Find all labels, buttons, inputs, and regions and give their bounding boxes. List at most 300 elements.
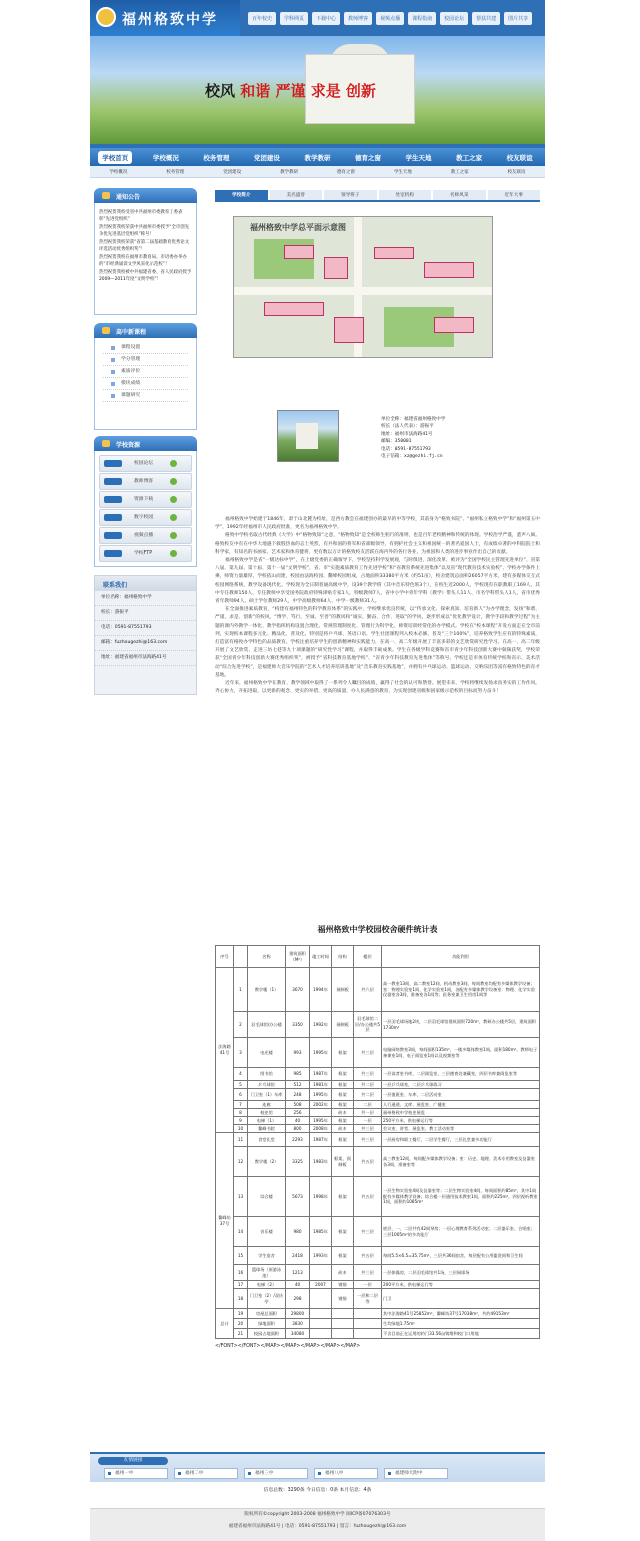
nav-item[interactable]: 学校概况 — [152, 153, 179, 162]
table-cell: 2008年 — [310, 1125, 332, 1133]
table-cell: 508 — [286, 1101, 310, 1109]
table-cell: 钢筋 — [332, 1289, 354, 1309]
table-cell: 29800 — [286, 1309, 310, 1319]
table-cell: 共三层 — [354, 1217, 382, 1247]
table-row — [216, 1125, 540, 1133]
table-cell: 综合楼 — [248, 1177, 286, 1217]
table-cell: 福州格致中学校史展览 — [382, 1109, 540, 1117]
col-header: 建筑面积（M²） — [286, 946, 310, 968]
resource-label: 数字校园 — [134, 515, 154, 520]
table-cell: 一层和二层等 — [354, 1289, 382, 1309]
table-cell: 教学楼（2） — [248, 1147, 286, 1177]
table-cell: 3350 — [286, 1012, 310, 1038]
table-cell: 3670 — [286, 968, 310, 1012]
top-nav-item[interactable]: 学科网页 — [280, 12, 308, 25]
resource-label: 教师博客 — [134, 479, 154, 484]
table-row — [216, 1068, 540, 1081]
arrow-icon — [170, 496, 177, 503]
school-intro — [215, 516, 540, 696]
table-cell — [310, 1265, 332, 1281]
arrow-icon — [170, 460, 177, 467]
resource-tag-icon — [104, 460, 122, 467]
course-item[interactable]: 课程设置 — [103, 342, 188, 354]
info-zip: 邮编：350001 — [381, 439, 412, 445]
tab-honors[interactable]: 美名盛誉 — [270, 190, 323, 200]
table-cell: 993 — [286, 1038, 310, 1068]
top-nav-item[interactable]: 图片共享 — [504, 12, 532, 25]
notice-item[interactable]: 热烈祝贺我校在福州市教育局、市语委办举办的“市经典诵读文学风采化示范校”！ — [99, 255, 187, 267]
resource-forum[interactable] — [99, 455, 192, 472]
contact-box — [94, 575, 197, 695]
table-cell: 食堂礼堂 — [248, 1133, 286, 1147]
table-cell: 1993年 — [310, 1247, 332, 1265]
sub-nav-item[interactable]: 德育之窗 — [336, 169, 355, 175]
resource-digital-campus[interactable] — [99, 509, 192, 526]
course-list — [94, 338, 197, 430]
table-cell: 砖木 — [332, 1265, 354, 1281]
table-row — [216, 1289, 540, 1309]
intro-paragraph: 福州格致中学始建于1846年，隶于山北麓为校址，是西方教会在福建创办的最早的中等学校，其前身为“格致书院”、“福州私立格致中学”和“福州第五中学”，1992年经福州市人民政府批准，更名为福州格致中学。 — [215, 517, 540, 531]
table-cell: 一层读者室书库，二层阅览室，三层德育处兼藏室，四层书库兼阅览室等 — [382, 1068, 540, 1081]
table-cell: 2 — [234, 1012, 248, 1038]
intro-paragraph: 在全面推进素质教育，“构建有福州特色的科学教育体系”的实践中，学校继承优良传统，以“传承文化、探索真知、培育新人”为办学理念，发扬“和谐、严谨、求是、创新”的校风，“博学、笃行、至诚、至善”的教风和“诚实、勤奋、合作、进取”的学风，逐步形成以“优化教学设计，教学手段和教学过程”为主题的课内外教学一体化、教学指挥机构设置合理化、常规管理制度化、管理行为科学化、师资培训经常化的办学模式。学校在“校本课程”开发方面走在全市前列，实现校本课程多元化、精品化、普及化，特别是将乒乓球、英语口语、学生社团课程列入校本必修，普及“三个100%”，培养格致学生应有的特殊素质，打造富有格致办学特色的品质教育。学校注重培养学生的创新精神和实践能力，在高一、高二年级开展了丰富多彩的文艺欣赏研究性学习。在高一、高二年级开展了文艺欣赏、走进三坊七巷等九十项课题的“研究性学习”课程，并取得丰硕成果。学生在各级学科竞赛和省市青少年科技创新大赛中频频获奖，学校荣获“全国青少年科技创新大赛优秀组织奖”，被授予“省科技教育基地学校”、“省青少年科技教育先进集体”等称号。学校还是市体育传统学校和省示、美术活动“综合先进学校”，是福建师大音乐学院的“艺术人才培养培训基地”及“音乐教育实践基地”，并拥有乒乓球运动、篮球运动、交响乐团等富有格致特色的育才基地。 — [215, 607, 540, 678]
sidebar — [94, 188, 197, 695]
school-info — [381, 416, 531, 460]
nav-item[interactable]: 党团建设 — [253, 153, 280, 162]
tab-leadership[interactable]: 领导班子 — [324, 190, 377, 200]
sub-nav-item[interactable]: 校友联谊 — [507, 169, 526, 175]
notice-list — [94, 203, 197, 315]
table-cell — [332, 1329, 354, 1339]
table-cell: 14 — [234, 1217, 248, 1247]
course-header — [94, 323, 197, 338]
table-cell: 1995年 — [310, 1117, 332, 1125]
table-row — [216, 1101, 540, 1109]
table-cell: 框架 — [332, 1089, 354, 1101]
campus-cell: 鳌峰坊37号 — [216, 1133, 234, 1309]
top-nav — [248, 12, 532, 25]
table-cell: 11 — [234, 1133, 248, 1147]
sub-nav-item[interactable]: 学生天地 — [393, 169, 412, 175]
map-building — [434, 317, 474, 333]
table-cell: 1 — [234, 968, 248, 1012]
folder-icon — [102, 440, 110, 447]
footer-contact: 福建省福州市法海路41号 | 电话：0591-87551793 | 留言：fuzhougezhi@163.com — [228, 1524, 407, 1529]
nav-item[interactable]: 学生天地 — [405, 153, 432, 162]
table-cell: 985 — [286, 1068, 310, 1081]
table-cell: 15 — [234, 1247, 248, 1265]
table-cell: 4 — [234, 1068, 248, 1081]
sub-nav-item[interactable]: 校务管理 — [166, 169, 185, 175]
table-cell: 10 — [234, 1125, 248, 1133]
arrow-icon — [170, 478, 177, 485]
tab-teachers[interactable]: 名师风采 — [433, 190, 486, 200]
table-cell: 电梯（1） — [248, 1117, 286, 1125]
table-cell: 256 — [286, 1109, 310, 1117]
table-cell: 框架 — [332, 1038, 354, 1068]
table-row — [216, 1081, 540, 1089]
table-cell: 1992年 — [310, 1012, 332, 1038]
table-cell: 框架 — [332, 1133, 354, 1147]
tab-events[interactable]: 近年大事 — [488, 190, 541, 200]
table-cell: 共三层 — [354, 1068, 382, 1081]
map-building — [374, 247, 414, 259]
table-cell: 框架 — [332, 1217, 354, 1247]
nav-item[interactable]: 教工之家 — [456, 153, 483, 162]
sub-nav-item[interactable]: 教学教研 — [280, 169, 299, 175]
nav-home[interactable]: 学校首页 — [98, 151, 132, 164]
table-cell: 预制板 — [332, 1012, 354, 1038]
table-row — [216, 968, 540, 1012]
table-cell: 羽毛球馆/办公楼 — [248, 1012, 286, 1038]
table-cell: 3830 — [286, 1319, 310, 1329]
table-cell: 共二层 — [354, 1081, 382, 1089]
campus-map — [233, 216, 493, 358]
table-cell: 一层 — [354, 1281, 382, 1289]
intro-paragraph: 近年来，福州格致中学在教育、教学领域中取得了一系列令人瞩目的成绩，赢得了社会的认可和赞誉。展望未来，学校将继续发扬求真务实的工作作风，齐心协力，开拓进取，以更新的观念、更实的举措、更高的质量，办人民满意的教育，为实现创建省级和国家级示范校的目标而努力奋斗！ — [215, 681, 540, 695]
col-header: 序号 — [216, 946, 234, 968]
table-cell: 共五层 — [354, 1177, 382, 1217]
table-cell — [354, 1329, 382, 1339]
table-cell: 高一教室13间、高二教室12间、机动教室3间，每间教室均配有多媒体教学设备；室：物理实验室1间、化学实验室1间，各配有多媒体教学设备室：物理、化学实验仪器室各3间，准备室各1间等；医务室兼卫生用房1间等 — [382, 968, 540, 1012]
table-cell: 绿地面积 — [248, 1319, 286, 1329]
table-row — [216, 1329, 540, 1339]
map-building — [424, 262, 474, 278]
intro-paragraph: 格致中学校名取古代经典《大学》中“格物致知”之意，“格物致知”是全校师生躬行的准则，也是百年老校精神和传统的体现。学校治学严谨，蜚声八闽。格致校友中有在中华大地遇下救殷热血的志士英烈，有共和国的将军和省部级领导，有拥护社会主义和祖国统一的著名爱国人士，有成绩卓著的中科院院士和科学家，有知名的书画家、艺术家和体育健将，更有数以万计的格致校友活跃在海内外的各行各业，为祖国和人类的进步事业作出自己的贡献。 — [215, 533, 540, 555]
sub-nav-item[interactable]: 学校概况 — [109, 169, 128, 175]
friend-link[interactable]: 福州一中 — [104, 1468, 168, 1479]
friend-links-title: 友情链接 — [98, 1457, 168, 1465]
school-photo — [277, 410, 339, 462]
table-cell: 一层 — [354, 1117, 382, 1125]
table-cell: 2418 — [286, 1247, 310, 1265]
table-cell: 共一层 — [354, 1109, 382, 1117]
table-cell: 生均绿地1.75m² — [382, 1319, 540, 1329]
contact-principal: 校长：游振平 — [95, 606, 196, 621]
contact-title: 联系我们 — [95, 576, 196, 591]
table-cell: 框架、预制板 — [332, 1147, 354, 1177]
table-body — [216, 968, 540, 1339]
table-cell: 其中法海路41号25852m²，鳌峰坊37号17038m²，共约49153m² — [382, 1309, 540, 1319]
top-nav-item[interactable]: 校园论坛 — [440, 12, 468, 25]
content-tabs — [215, 190, 540, 202]
info-phone: 电话：0591-87551793 — [381, 446, 431, 452]
resource-tag-icon — [104, 550, 122, 557]
table-cell — [332, 1319, 354, 1329]
table-header-row — [216, 946, 540, 968]
course-title: 高中新课程 — [116, 329, 147, 336]
arrow-icon — [170, 550, 177, 557]
table-cell: 一层厨房和职工餐厅，二层学生餐厅，三层礼堂兼多功能厅 — [382, 1133, 540, 1147]
resource-label: 视频点播 — [134, 533, 154, 538]
col-header: 结构 — [332, 946, 354, 968]
table-cell — [354, 1319, 382, 1329]
table-cell: 7 — [234, 1101, 248, 1109]
resource-tag-icon — [104, 532, 122, 539]
resource-tag-icon — [104, 514, 122, 521]
top-nav-item[interactable]: 下载中心 — [312, 12, 340, 25]
table-cell: 1983年 — [310, 1147, 332, 1177]
facility-table-title: 福州格致中学校园校舍硬件统计表 — [317, 925, 438, 934]
col-header: 竣工时间 — [310, 946, 332, 968]
table-cell: 二层 — [354, 1101, 382, 1109]
table-cell: 乒乓球馆 — [248, 1081, 286, 1089]
table-cell: 共五层 — [354, 1247, 382, 1265]
table-row — [216, 1038, 540, 1068]
school-logo[interactable] — [90, 0, 240, 36]
info-address: 地址：福州市法海路41号 — [381, 431, 433, 437]
info-email[interactable]: 电子信箱：xz@gezhi.fj.cn — [381, 454, 443, 460]
footer-copyright: 版权所有©copyright 2003-2008 福州格致中学 闽ICP备07076303号 — [244, 1512, 391, 1517]
table-cell: 框架 — [332, 1177, 354, 1217]
course-item[interactable]: 学分管理 — [103, 354, 188, 366]
footer — [90, 1508, 545, 1541]
table-cell — [310, 1319, 332, 1329]
table-cell: 16 — [234, 1265, 248, 1281]
arrow-icon — [170, 532, 177, 539]
campus-cell: 法海路41号 — [216, 968, 234, 1133]
table-cell: 框架 — [332, 1101, 354, 1109]
table-cell: 512 — [286, 1081, 310, 1089]
info-name: 单位全称：福建省福州格致中学 — [381, 417, 446, 422]
table-cell: 音乐楼 — [248, 1217, 286, 1247]
resource-list — [94, 451, 197, 567]
motto-prefix: 校风 — [205, 82, 236, 100]
map-road — [234, 287, 493, 295]
table-cell: 校史馆 — [248, 1109, 286, 1117]
table-row — [216, 1281, 540, 1289]
table-cell: 1987年 — [310, 1133, 332, 1147]
info-head: 校长（法人代表）：游振平 — [381, 424, 434, 430]
table-cell — [310, 1289, 332, 1309]
table-cell — [310, 1309, 332, 1319]
resource-tag-icon — [104, 478, 122, 485]
tab-intro[interactable]: 学校简介 — [215, 190, 268, 200]
notice-item[interactable]: 热烈祝贺我校被中共福建省委、省人民政府授予2009—2011年度“文明学校”！ — [99, 270, 192, 282]
table-cell: 1981年 — [310, 1081, 332, 1089]
col-header: 名称 — [248, 946, 286, 968]
table-cell: 34080 — [286, 1329, 310, 1339]
table-cell: 框架 — [332, 1117, 354, 1125]
table-cell: 砖木 — [332, 1109, 354, 1117]
table-cell — [354, 1309, 382, 1319]
sub-nav-item[interactable]: 教工之家 — [450, 169, 469, 175]
table-cell: 底层、一、二层共有42间琴房；一层心理教育系列活动室；二层器乐室、合唱室；三层1005m²的多功能厅 — [382, 1217, 540, 1247]
nav-item[interactable]: 教学教研 — [304, 153, 331, 162]
table-cell: 教学楼（1） — [248, 968, 286, 1012]
table-cell: 共三层 — [354, 1125, 382, 1133]
table-cell: 电梯（2） — [248, 1281, 286, 1289]
table-row — [216, 1309, 540, 1319]
table-cell: 不含目前正在运用的约门33.56亩铸塔和校门口用地 — [382, 1329, 540, 1339]
top-nav-item[interactable]: 百年校史 — [248, 12, 276, 25]
table-cell: 框架 — [332, 1068, 354, 1081]
notice-item[interactable]: 热烈祝贺我校受省中共福州市委教育工委表彰“先进党组织” — [99, 210, 183, 222]
table-cell: 鳌峰书院 — [248, 1125, 286, 1133]
table-cell: 1213 — [286, 1265, 310, 1281]
table-cell: 图书馆 — [248, 1068, 286, 1081]
table-cell: 12 — [234, 1147, 248, 1177]
table-cell: 200平方米，供电梯运行等 — [382, 1281, 540, 1289]
photo-building — [296, 423, 318, 449]
friend-link[interactable]: 福州二中 — [174, 1468, 238, 1479]
resource-label: 资源下载 — [134, 497, 154, 502]
table-cell: 电脑网络教室3间，每间面积135m²，一楼多媒体教室1间，面积180m²，教师电子备课室1间，电子阅览室1间以及视频室等 — [382, 1038, 540, 1068]
col-header: 功能利用 — [382, 946, 540, 968]
table-row — [216, 1265, 540, 1281]
friend-link[interactable]: 福州八中 — [314, 1468, 378, 1479]
top-nav-item[interactable]: 课程指南 — [408, 12, 436, 25]
map-building — [284, 245, 314, 259]
top-nav-item[interactable]: 视频点播 — [376, 12, 404, 25]
table-cell: 共三层 — [354, 1038, 382, 1068]
table-cell: 3 — [234, 1038, 248, 1068]
notice-item[interactable]: 热烈祝贺我校荣获中共福州市委授予“全市创先争优先进基层党组织”称号！ — [99, 225, 190, 237]
table-row — [216, 1117, 540, 1125]
table-cell — [310, 1109, 332, 1117]
table-cell: 1995年 — [310, 1089, 332, 1101]
table-cell: 一层羽毛球场地2块，二层羽毛球馆建筑面积720m²，教研办公楼共5层，建筑面积1730m² — [382, 1012, 540, 1038]
book-icon — [102, 327, 110, 334]
table-cell: 250平方米，供电梯运行等 — [382, 1117, 540, 1125]
table-cell: 20 — [234, 1319, 248, 1329]
table-cell: 一层生物实验室4间及仪器室等；二层生物实验室4间，每间面积约85m²，其中1间配有多媒体教学设备；综合楼一层通用技术教室1间，面积约225m²，四层视听教室1间，面积约1085m² — [382, 1177, 540, 1217]
table-cell: 980 — [286, 1217, 310, 1247]
top-nav-item[interactable]: 帮扶共建 — [472, 12, 500, 25]
contact-school: 单位名称：福州格致中学 — [95, 591, 196, 606]
table-cell: 预制板 — [332, 968, 354, 1012]
motto-values: 和谐 严谨 求是 创新 — [240, 82, 376, 100]
table-cell: 电光楼 — [248, 1038, 286, 1068]
speaker-icon — [102, 192, 110, 199]
map-building — [324, 257, 348, 279]
table-cell: 框架 — [332, 1081, 354, 1089]
tab-departments[interactable]: 处室机构 — [379, 190, 432, 200]
notice-item[interactable]: 热烈祝贺我校荣获“省第二届基础教育优秀论文评选活动优秀组织奖”！ — [99, 240, 190, 252]
table-cell: 13 — [234, 1177, 248, 1217]
trailing-code: </FONT></FONT></MAP></MAP></MAP></MAP></MAP> — [215, 1344, 361, 1349]
resource-blog[interactable] — [99, 473, 192, 490]
table-row — [216, 1089, 540, 1101]
table-cell: 2007 — [310, 1281, 332, 1289]
table-cell: 298 — [286, 1289, 310, 1309]
table-cell: 40 — [286, 1281, 310, 1289]
school-motto — [205, 80, 376, 101]
intro-paragraph: 福州格致中学是省“一级达标中学”，在上级党委的正确领导下，学校坚持科学发展观，与时俱进，深化改革，被评为“全国学校民主管理先进单位”、省第八届、第九届、第十届、第十一届“文明学校”，省、市“实施素质教育工作先进学校”和“省教育系统先进集体”以及省“现代教育技术实验校”、学校办学条件上乘，师资力量雄厚，学校依山而建，校园由法海校园、鳌峰校园组成，占地面积33380平方米（约51亩），校舍建筑总面积26057平方米，建有多媒体交互式校园网络系统，教学设备现代化。学校现为全日制普通高级中学，设39个教学班（其中音乐特色班3个），在校生近2000人，学校现有在职教职工169人，其中专任教师150人，专任教师中享受国务院政府特殊津贴专家1人，特级教师7人，省中小学中青年学科（教学）带头人11人、市名学科带头人1人，省市优秀青年教师94人，硕士学位教师29人，中学高级教师64人，中学一级教师31人。 — [215, 558, 540, 605]
table-cell: 1985年 — [310, 1217, 332, 1247]
table-cell: 一层乒乓球室，二层乒乓球练习 — [382, 1081, 540, 1089]
map-building — [334, 317, 364, 343]
table-cell: 钢筋 — [332, 1281, 354, 1289]
notice-header — [94, 188, 197, 203]
table-cell: 共二层 — [354, 1089, 382, 1101]
site-header — [90, 0, 545, 148]
resource-ftp[interactable] — [99, 545, 192, 562]
school-emblem-icon — [96, 7, 116, 27]
table-cell: 19 — [234, 1309, 248, 1319]
table-cell: 3325 — [286, 1147, 310, 1177]
table-cell: 2002年 — [310, 1101, 332, 1109]
campus-banner — [90, 36, 545, 144]
table-cell: 共三层 — [354, 1133, 382, 1147]
table-cell: 门卫 — [382, 1289, 540, 1309]
course-item[interactable]: 模块成绩 — [103, 378, 188, 390]
nav-item[interactable]: 校友联谊 — [506, 153, 533, 162]
table-cell: 每间5.5×6.5=35.75m²，三层共36间宿舍，每层配有公用盥洗间和卫生间 — [382, 1247, 540, 1265]
course-item[interactable]: 素质评价 — [103, 366, 188, 378]
friend-link[interactable]: 福建师大附中 — [384, 1468, 448, 1479]
notice-title: 通知公告 — [116, 194, 141, 201]
table-cell: 框架 — [332, 1247, 354, 1265]
table-cell: 学生宿舍 — [248, 1247, 286, 1265]
sub-nav-item[interactable]: 党团建设 — [223, 169, 242, 175]
table-cell: 9 — [234, 1117, 248, 1125]
table-cell: 房屋总面积 — [248, 1309, 286, 1319]
nav-item[interactable]: 校务管理 — [203, 153, 230, 162]
top-nav-item[interactable]: 教师博客 — [344, 12, 372, 25]
table-row — [216, 1109, 540, 1117]
table-cell: 门卫室（2）/双庆亭 — [248, 1289, 286, 1309]
table-cell: 共五层 — [354, 1147, 382, 1177]
table-cell: 人行通道、文库、展览室、广播室 — [382, 1101, 540, 1109]
table-cell: 1995年 — [310, 1038, 332, 1068]
campus-cell: 总计 — [216, 1309, 234, 1339]
table-cell: 8 — [234, 1109, 248, 1117]
resource-label: 校园论坛 — [134, 461, 154, 466]
table-cell — [310, 1329, 332, 1339]
facility-table — [215, 945, 540, 1345]
table-cell: 2293 — [286, 1133, 310, 1147]
nav-item[interactable]: 德育之窗 — [355, 153, 381, 162]
campus-map-title: 福州格致中学总平面示意图 — [250, 223, 346, 232]
resource-tag-icon — [104, 496, 122, 503]
table-cell: 会议室、讲堂、展览室、教工活动室等 — [382, 1125, 540, 1133]
map-building — [264, 302, 324, 316]
resource-title: 学校资源 — [116, 442, 141, 449]
table-cell: 5673 — [286, 1177, 310, 1217]
resource-label: 学校FTP — [134, 551, 153, 556]
resource-header — [94, 436, 197, 451]
site-stats: 信息总数：3290条 今日信息：0条 本月信息：4条 — [263, 1488, 372, 1493]
table-cell: 1994年 — [310, 968, 332, 1012]
contact-email[interactable]: 邮箱：fuzhougezhi@163.com — [95, 636, 196, 651]
table-cell: 高三教室12间，每间配多媒体教学设备；室：历史、地理、美术专用教室及仪器室各3间、准备室等 — [382, 1147, 540, 1177]
contact-address: 地址：福建省福州市法海路41号 — [95, 651, 196, 666]
table-cell: 1987年 — [310, 1068, 332, 1081]
table-cell: 门卫室（1）车库 — [248, 1089, 286, 1101]
table-cell: 17 — [234, 1281, 248, 1289]
sub-nav — [90, 166, 545, 178]
table-cell: 5 — [234, 1081, 248, 1089]
table-cell: 共三层 — [354, 1265, 382, 1281]
course-item[interactable]: 课题研究 — [103, 390, 188, 402]
col-header: 楼层 — [354, 946, 382, 968]
friend-link[interactable]: 福州三中 — [244, 1468, 308, 1479]
table-cell: 40 — [286, 1117, 310, 1125]
resource-video[interactable] — [99, 527, 192, 544]
table-cell: 一层值班室、车库，二层活动室 — [382, 1089, 540, 1101]
table-cell: 篮球场（原游泳池） — [248, 1265, 286, 1281]
table-row — [216, 1177, 540, 1217]
table-cell: 校园占地面积 — [248, 1329, 286, 1339]
table-cell: 6 — [234, 1089, 248, 1101]
resource-download[interactable] — [99, 491, 192, 508]
table-row — [216, 1012, 540, 1038]
table-cell: 砖木 — [332, 1125, 354, 1133]
table-cell: 248 — [286, 1089, 310, 1101]
arrow-icon — [170, 514, 177, 521]
table-cell: 18 — [234, 1289, 248, 1309]
